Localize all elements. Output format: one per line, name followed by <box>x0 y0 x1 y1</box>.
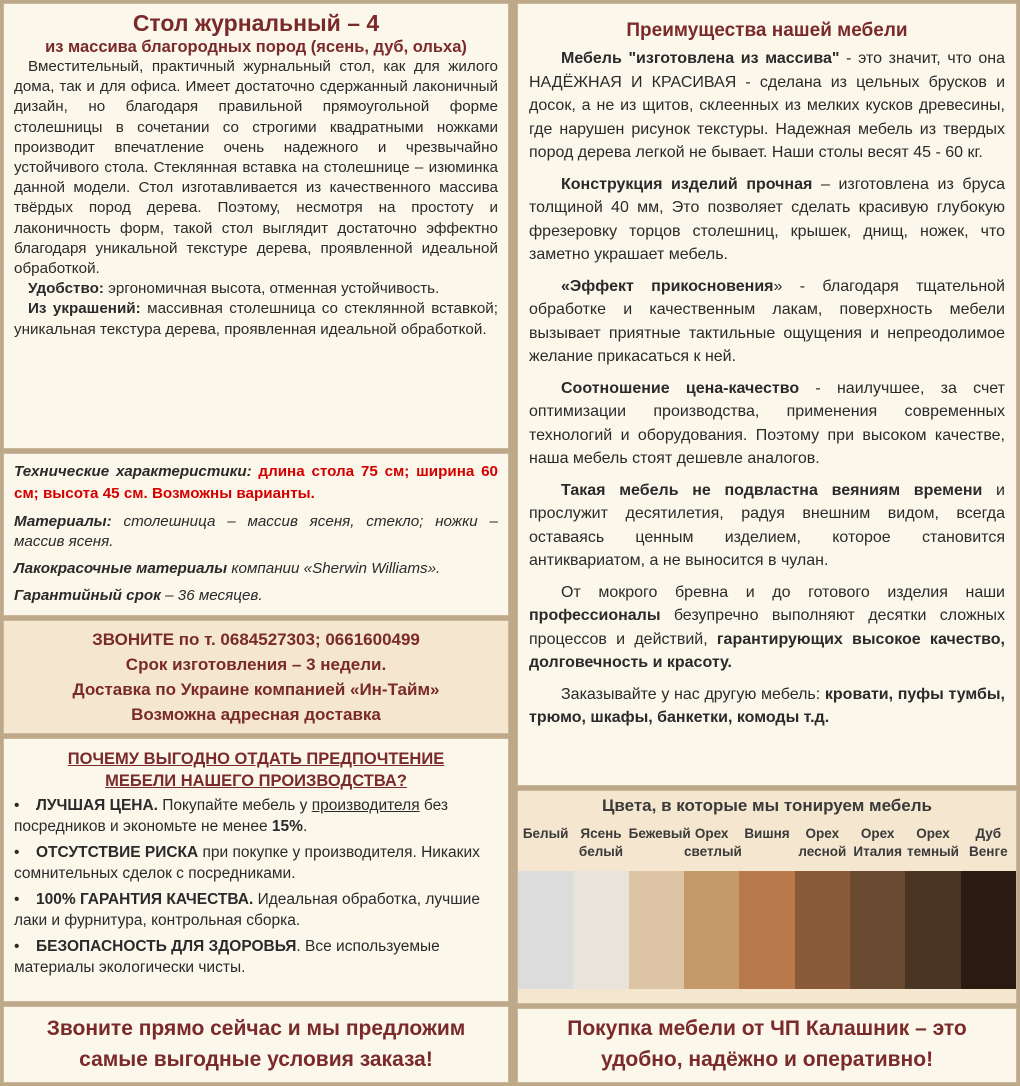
bullet-icon: • <box>14 891 20 908</box>
advantage-timeless: Такая мебель не подвластна веяниям времени и прослужит десятилетия, радуя внешним видом, всегда оставаясь ценным изделием, которое становится антиквариатом, а не выносится в чулан. <box>529 481 1005 569</box>
swatch-label: Вишня <box>744 826 790 841</box>
tech-label: Технические характеристики: <box>14 463 252 480</box>
colors-box <box>517 790 1017 1004</box>
advantage-professionals: От мокрого бревна и до готового изделия наши профессионалы безупречно выполняют десятки сложных процессов и действий, гарантирующих высокое качество, долговечность и красоту. <box>529 583 1005 671</box>
right-cta-line-1: Покупка мебели от ЧП Калашник – это <box>567 1017 967 1040</box>
specs-box <box>3 453 509 616</box>
color-swatch <box>684 871 740 989</box>
color-swatch <box>795 871 851 989</box>
swatch-label: Орех Италия <box>853 826 902 859</box>
swatch-label: Белый <box>522 826 569 841</box>
warranty-label: Гарантийный срок <box>14 587 161 604</box>
color-swatch <box>518 871 574 989</box>
materials-label: Материалы: <box>14 513 112 530</box>
tech-specs <box>14 461 498 505</box>
comfort-text: эргономичная высота, отменная устойчивость. <box>103 280 440 298</box>
advantages-box <box>517 3 1017 786</box>
comfort-label: Удобство: <box>28 280 104 298</box>
why-item-price: • ЛУЧШАЯ ЦЕНА. Покупайте мебель у производителя без посредников и экономьте не менее 15%. <box>14 797 449 835</box>
advantage-price-quality: Соотношение цена-качество - наилучшее, за счет оптимизации производства, применения современных технологий и оборудования. Поэтому при высоком качестве, наша мебель стоят дешевле аналогов. <box>529 379 1006 467</box>
swatch-label: Ясень белый <box>578 826 624 859</box>
color-swatch <box>629 871 685 989</box>
product-title: Стол журнальный – 4 <box>132 10 380 36</box>
bullet-icon: • <box>14 938 20 955</box>
swatch-label: Орех темный <box>907 826 959 859</box>
why-box <box>3 738 509 1002</box>
decor-line <box>14 299 498 339</box>
warranty-value: – 36 месяцев. <box>160 587 263 604</box>
swatch-label: Дуб Венге <box>969 826 1008 859</box>
contact-delivery: Доставка по Украине компанией «Ин-Тайм» <box>72 680 440 699</box>
product-subtitle: из массива благородных пород (ясень, дуб, ольха) <box>45 38 467 56</box>
advantage-other-furniture: Заказывайте у нас другую мебель: кровати, пуфы тумбы, трюмо, шкафы, банкетки, комоды т.д. <box>529 685 1005 726</box>
why-item-safety: • БЕЗОПАСНОСТЬ ДЛЯ ЗДОРОВЬЯ. Все используемые материалы экологически чисты. <box>14 938 440 976</box>
swatch-labels <box>518 825 1016 869</box>
producer-link[interactable]: производителя <box>311 797 420 814</box>
warranty <box>14 586 498 606</box>
product-description: Вместительный, практичный журнальный стол, как для жилого дома, так и для офиса. Имеет достаточно сдержанный лаконичный дизайн, но благодаря правильной прямоугольной форме столешницы в сочетании со строгими квадратными ножками производит впечатление очень надежного и чрезвычайно устойчивого стола. Стеклянная вставка на столешнице – изюминка данной модели. Стол изготавливается из качественного массива твёрдых пород дерева. Поэтому, несмотря на простоту и лаконичность форм, такой стол выглядит достаточно эффектно благодаря уникальной текстуре дерева, проявленной идеальной обработкой. <box>14 58 498 278</box>
color-swatch <box>739 871 795 989</box>
swatch-label: Орех светлый <box>684 826 742 859</box>
color-swatch <box>961 871 1017 989</box>
materials-value: столешница – массив ясеня, стекло; ножки – массив ясеня. <box>14 513 498 550</box>
materials <box>14 512 498 552</box>
right-cta-line-2: удобно, надёжно и оперативно! <box>600 1048 934 1071</box>
product-description-box <box>3 3 509 449</box>
why-heading-2: МЕБЕЛИ НАШЕГО ПРОИЗВОДСТВА? <box>105 772 407 790</box>
contact-phone: ЗВОНИТЕ по т. 0684527303; 0661600499 <box>92 630 420 649</box>
bullet-icon: • <box>14 844 20 861</box>
left-cta-line-2: самые выгодные условия заказа! <box>79 1048 433 1071</box>
color-swatch <box>905 871 961 989</box>
why-item-quality: • 100% ГАРАНТИЯ КАЧЕСТВА. Идеальная обработка, лучшие лаки и фурнитура, контрольная сборка. <box>14 891 480 929</box>
paint-value: компании «Sherwin Williams». <box>227 560 441 577</box>
advantage-touch: «Эффект прикосновения» - благодаря тщательной обработке и качественным лакам, поверхность мебели вызывает приятные тактильные ощущения и непреодолимое желание прикасаться к ней. <box>529 277 1005 365</box>
paint-label: Лакокрасочные материалы <box>14 560 228 577</box>
color-swatch <box>850 871 906 989</box>
contact-lead-time: Срок изготовления – 3 недели. <box>125 655 387 674</box>
why-heading-1: ПОЧЕМУ ВЫГОДНО ОТДАТЬ ПРЕДПОЧТЕНИЕ <box>67 750 445 768</box>
color-swatch <box>573 871 629 989</box>
swatch-label: Бежевый <box>628 826 691 841</box>
paint <box>14 559 498 579</box>
comfort-line <box>14 279 498 299</box>
why-item-risk: • ОТСУТСТВИЕ РИСКА при покупке у производителя. Никаких сомнительных сделок с посредниками. <box>14 844 480 882</box>
colors-title: Цвета, в которые мы тонируем мебель <box>601 796 933 815</box>
left-cta-box <box>3 1006 509 1083</box>
advantages-title: Преимущества нашей мебели <box>626 20 908 41</box>
right-cta-box <box>517 1008 1017 1083</box>
swatch-label: Орех лесной <box>798 826 847 859</box>
advantage-construction: Конструкция изделий прочная – изготовлена из бруса толщиной 40 мм, Это позволяет сделать красивую глубокую фрезеровку торцов столешниц, крышек, днищ, ножек, что заметно украшает мебель. <box>529 175 1006 263</box>
bullet-icon: • <box>14 797 20 814</box>
tech-value: длина стола 75 см; ширина 60 см; высота 45 см. Возможны варианты. <box>14 463 498 502</box>
contact-address-delivery: Возможна адресная доставка <box>131 705 381 724</box>
right-column <box>514 0 1020 1086</box>
decor-text: массивная столешница со стеклянной вставкой; уникальная текстура дерева, проявленная идеальной обработкой. <box>14 300 499 338</box>
advantage-solid-wood: Мебель "изготовлена из массива" - это значит, что она НАДЁЖНАЯ И КРАСИВАЯ - сделана из цельных брусков и досок, а не из щитов, склеенных из мелких кусков древесины, где нарушен рисунок текстуры. Надежная мебель из твердых пород дерева легкой не бывает. Наши столы весят 45 - 60 кг. <box>529 50 1005 161</box>
left-cta-line-1: Звоните прямо сейчас и мы предложим <box>46 1017 466 1040</box>
contact-box <box>3 620 509 734</box>
color-swatches <box>518 871 1016 989</box>
decor-label: Из украшений: <box>28 300 141 318</box>
